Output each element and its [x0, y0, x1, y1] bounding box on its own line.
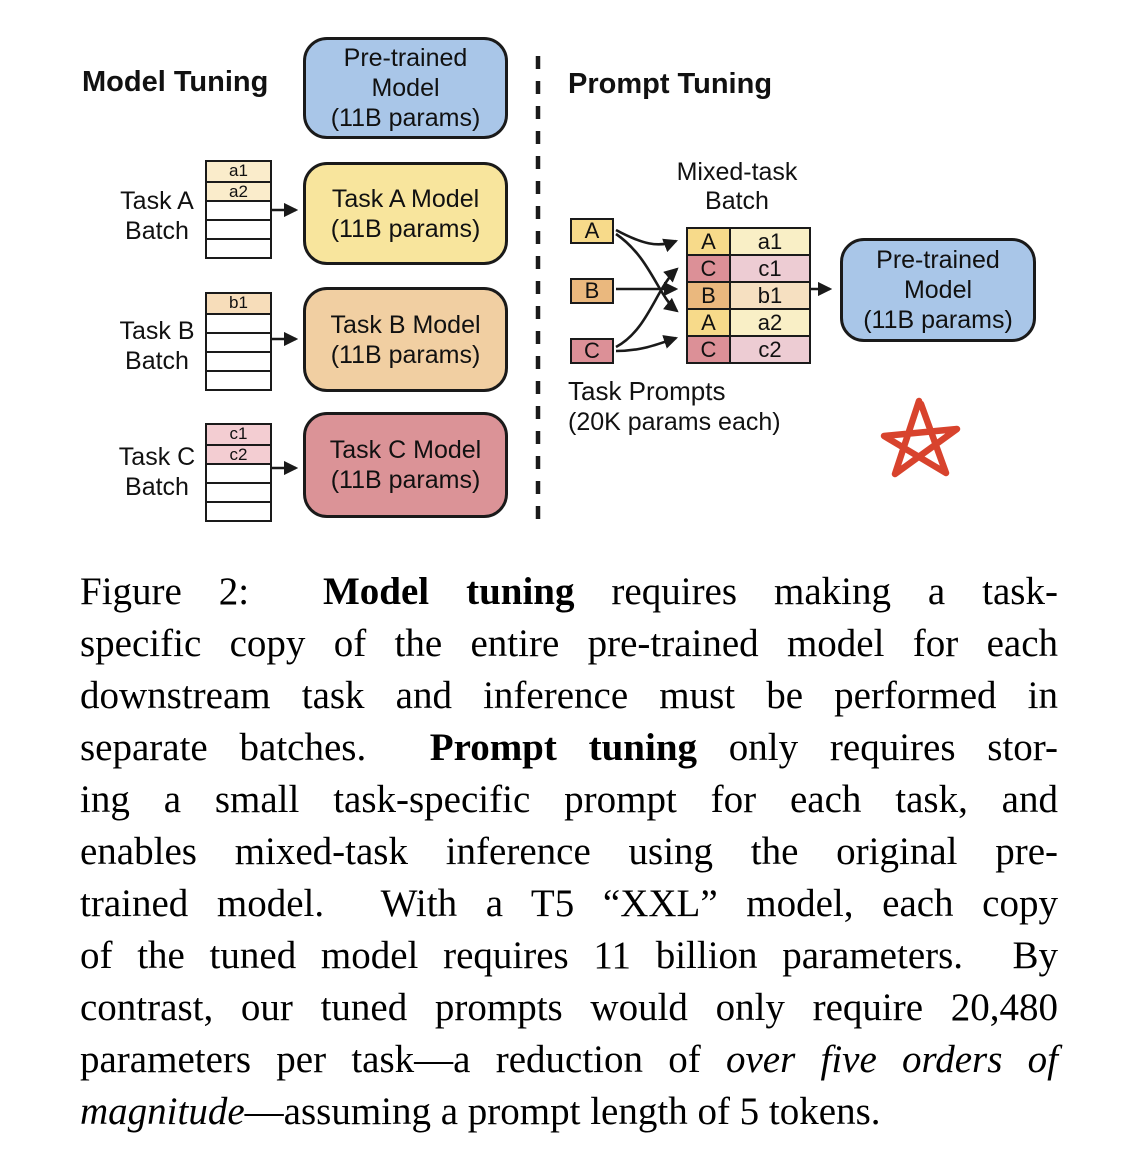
task-b-model-box: Task B Model (11B params): [303, 287, 508, 392]
task-b-batch-table: [205, 292, 272, 391]
batch-cell: b1: [207, 294, 270, 313]
mixed-batch-value-cell: a2: [730, 309, 810, 336]
pretrained-model-line: (11B params): [330, 104, 481, 132]
caption-line: parameters per task—a reduction of over five orders of: [80, 1038, 1058, 1081]
caption-bold-prompt-tuning: Prompt tuning: [429, 726, 698, 769]
mixed-batch-value-cell: a1: [730, 228, 810, 255]
caption-line: separate batches. Prompt tuning only requires stor-: [80, 726, 1058, 769]
mixed-task-batch-table: [686, 227, 811, 364]
caption-line: contrast, our tuned prompts would only require 20,480: [80, 986, 1058, 1029]
mixed-batch-key-cell: A: [687, 228, 730, 255]
mixed-batch-key-cell: C: [687, 255, 730, 282]
batch-cell-empty: [207, 200, 270, 219]
pretrained-model-box-left: [303, 37, 508, 139]
mixed-batch-row: [687, 336, 810, 363]
task-a-batch-label: Task A Batch: [120, 187, 194, 245]
caption-line: downstream task and inference must be performed in: [80, 674, 1058, 717]
caption-line: specific copy of the entire pre-trained model for each: [80, 622, 1058, 665]
batch-cell-empty: [207, 238, 270, 257]
task-prompts-label: Task Prompts: [568, 376, 726, 406]
batch-cell-empty: [207, 351, 270, 370]
pretrained-model-line: Model: [371, 74, 440, 102]
batch-cell-empty: [207, 501, 270, 520]
batch-cell-empty: [207, 463, 270, 482]
caption-line: trained model. With a T5 “XXL” model, each copy: [80, 882, 1058, 925]
caption-line: ing a small task-specific prompt for each task, and: [80, 778, 1058, 821]
caption-line: enables mixed-task inference using the original pre-: [80, 830, 1058, 873]
batch-cell-empty: [207, 370, 270, 389]
caption-line: Figure 2: Model tuning requires making a task-: [80, 570, 1058, 613]
prompt-box-a: A: [570, 218, 614, 244]
arrow-promptC-to-row2: [616, 269, 677, 347]
batch-cell: a2: [207, 181, 270, 200]
batch-cell-empty: [207, 219, 270, 238]
task-c-batch-label: Task C Batch: [118, 443, 196, 501]
mixed-batch-key-cell: B: [687, 282, 730, 309]
batch-cell: c1: [207, 425, 270, 444]
mixed-batch-row: [687, 309, 810, 336]
prompt-box-c: C: [570, 338, 614, 364]
task-a-batch-table: [205, 160, 272, 259]
caption-italic-run: magnitude: [80, 1090, 245, 1133]
mixed-batch-row: [687, 228, 810, 255]
caption-italic-run: over five orders of: [725, 1038, 1058, 1081]
mixed-batch-value-cell: b1: [730, 282, 810, 309]
mixed-batch-row: [687, 255, 810, 282]
prompt-tuning-heading: Prompt Tuning: [568, 68, 773, 100]
figure-caption: [80, 566, 1058, 1138]
batch-cell-empty: [207, 313, 270, 332]
task-c-batch-table: [205, 423, 272, 522]
prompt-box-b: B: [570, 278, 614, 304]
arrow-promptA-to-row1: [616, 230, 676, 244]
task-c-model-box: Task C Model (11B params): [303, 412, 508, 518]
mixed-batch-key-cell: A: [687, 309, 730, 336]
arrow-promptA-to-row4: [616, 234, 677, 311]
caption-line: of the tuned model requires 11 billion parameters. By: [80, 934, 1058, 977]
task-prompts-params-label: (20K params each): [568, 408, 781, 436]
star-doodle: [884, 401, 957, 474]
mixed-batch-key-cell: C: [687, 336, 730, 363]
mixed-batch-row: [687, 282, 810, 309]
caption-line: magnitude—assuming a prompt length of 5 tokens.: [80, 1090, 881, 1133]
task-a-model-box: Task A Model (11B params): [303, 162, 508, 265]
mixed-task-batch-label: Mixed-task Batch: [676, 158, 798, 215]
batch-cell-empty: [207, 332, 270, 351]
model-tuning-heading: Model Tuning: [82, 66, 269, 98]
pretrained-model-line: Pre-trained: [343, 44, 468, 72]
mixed-batch-value-cell: c1: [730, 255, 810, 282]
pretrained-model-box-right: Pre-trained Model (11B params): [840, 238, 1036, 342]
batch-cell: a1: [207, 162, 270, 181]
arrow-promptC-to-row5: [616, 338, 676, 351]
task-b-batch-label: Task B Batch: [119, 317, 195, 375]
batch-cell-empty: [207, 482, 270, 501]
batch-cell: c2: [207, 444, 270, 463]
mixed-batch-value-cell: c2: [730, 336, 810, 363]
caption-bold-model-tuning: Model tuning: [323, 570, 575, 613]
